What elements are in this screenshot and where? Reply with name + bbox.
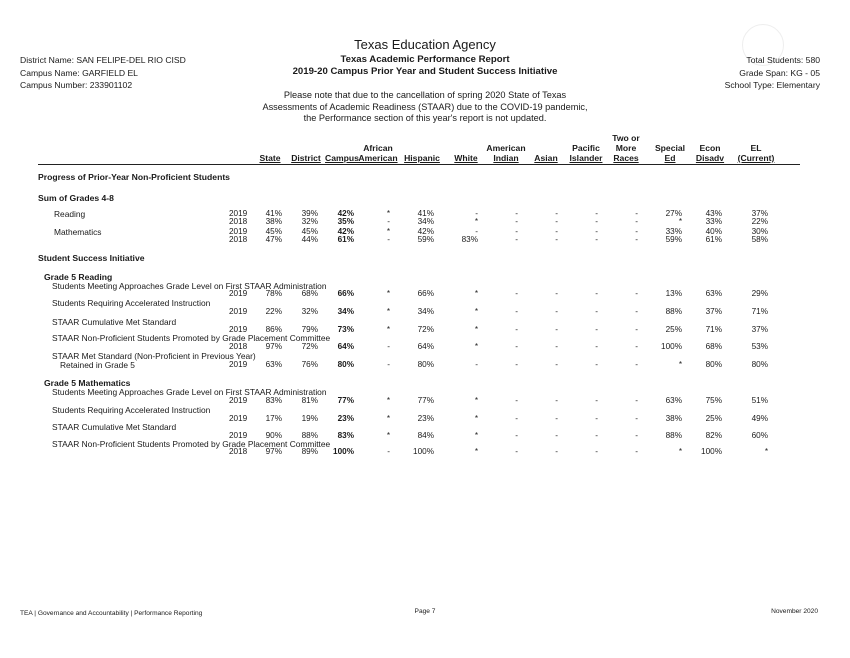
table-cell: 68% <box>705 342 722 351</box>
table-cell: 80% <box>705 360 722 369</box>
label-promoted-reading: STAAR Non-Proficient Students Promoted by Grade Placement Committee <box>52 333 331 343</box>
row-year: 2018 <box>229 217 248 226</box>
table-cell: - <box>555 235 558 244</box>
table-cell: * <box>474 217 478 226</box>
table-cell: - <box>635 342 638 351</box>
label-mathematics: Mathematics <box>54 227 102 237</box>
table-cell: 22% <box>265 307 282 316</box>
table-cell: - <box>387 360 390 369</box>
table-cell: 33% <box>665 227 682 236</box>
table-cell: - <box>475 227 478 236</box>
column-header: African American <box>358 143 398 163</box>
table-cell: 19% <box>301 414 318 423</box>
school-type: School Type: Elementary <box>724 80 820 90</box>
table-cell: 35% <box>337 217 354 226</box>
row-year: 2019 <box>229 227 248 236</box>
table-cell: 51% <box>751 396 768 405</box>
table-cell: 77% <box>337 396 354 405</box>
row-year: 2018 <box>229 447 248 456</box>
table-cell: - <box>515 431 518 440</box>
table-cell: - <box>515 325 518 334</box>
column-header: Econ Disadv <box>695 143 725 163</box>
row-year: 2019 <box>229 325 248 334</box>
table-cell: - <box>555 342 558 351</box>
table-cell: 37% <box>751 209 768 218</box>
table-cell: 13% <box>665 289 682 298</box>
table-cell: - <box>475 209 478 218</box>
table-cell: 88% <box>301 431 318 440</box>
table-cell: 84% <box>417 431 434 440</box>
table-cell: - <box>635 447 638 456</box>
table-cell: 34% <box>417 217 434 226</box>
table-cell: - <box>555 396 558 405</box>
table-cell: 22% <box>751 217 768 226</box>
table-cell: - <box>595 447 598 456</box>
table-cell: 45% <box>265 227 282 236</box>
report-subtitle: 2019-20 Campus Prior Year and Student Success Initiative <box>292 66 558 77</box>
table-cell: * <box>386 227 390 236</box>
table-cell: - <box>515 217 518 226</box>
campus-name: Campus Name: GARFIELD EL <box>20 67 138 78</box>
table-cell: - <box>635 396 638 405</box>
table-cell: 23% <box>417 414 434 423</box>
table-cell: 90% <box>265 431 282 440</box>
table-cell: - <box>595 360 598 369</box>
table-cell: 89% <box>301 447 318 456</box>
label-retained-grade5: Retained in Grade 5 <box>60 360 135 370</box>
table-cell: 41% <box>417 209 434 218</box>
table-cell: 37% <box>705 307 722 316</box>
table-cell: - <box>515 307 518 316</box>
page-number: Page 7 <box>414 608 436 615</box>
table-cell: - <box>555 217 558 226</box>
column-header: Asian <box>534 153 558 163</box>
table-cell: 97% <box>265 342 282 351</box>
table-cell: - <box>595 414 598 423</box>
table-cell: - <box>595 217 598 226</box>
table-cell: * <box>386 431 390 440</box>
table-cell: - <box>635 307 638 316</box>
table-cell: 41% <box>265 209 282 218</box>
table-cell: 80% <box>751 360 768 369</box>
table-cell: - <box>635 209 638 218</box>
table-cell: 61% <box>337 235 354 244</box>
school-info <box>725 54 820 92</box>
column-header: American Indian <box>486 143 526 163</box>
label-met-nonproficient: STAAR Met Standard (Non-Proficient in Previous Year) <box>52 351 256 361</box>
table-cell: 63% <box>265 360 282 369</box>
table-cell: - <box>387 217 390 226</box>
column-header: Hispanic <box>404 153 440 163</box>
table-cell: - <box>515 414 518 423</box>
table-cell: * <box>474 447 478 456</box>
table-cell: 37% <box>751 325 768 334</box>
header-rule <box>38 164 800 165</box>
table-cell: - <box>515 342 518 351</box>
table-cell: 83% <box>337 431 354 440</box>
table-cell: 44% <box>301 235 318 244</box>
column-header: EL (Current) <box>737 143 775 163</box>
table-cell: 77% <box>417 396 434 405</box>
table-cell: 83% <box>461 235 478 244</box>
row-year: 2019 <box>229 414 248 423</box>
table-cell: - <box>555 227 558 236</box>
table-cell: 17% <box>265 414 282 423</box>
row-year: 2018 <box>229 342 248 351</box>
table-cell: - <box>555 307 558 316</box>
table-cell: 63% <box>705 289 722 298</box>
table-cell: - <box>515 289 518 298</box>
report-title: Texas Academic Performance Report <box>340 54 510 65</box>
table-cell: 47% <box>265 235 282 244</box>
table-cell: 34% <box>337 307 354 316</box>
table-cell: * <box>386 307 390 316</box>
column-header: District <box>291 153 321 163</box>
row-year: 2019 <box>229 431 248 440</box>
table-cell: - <box>387 342 390 351</box>
table-cell: * <box>764 447 768 456</box>
table-cell: - <box>595 431 598 440</box>
table-cell: - <box>595 307 598 316</box>
table-cell: - <box>555 289 558 298</box>
table-cell: - <box>515 447 518 456</box>
table-cell: 38% <box>265 217 282 226</box>
table-cell: * <box>474 414 478 423</box>
table-cell: 27% <box>665 209 682 218</box>
table-cell: 53% <box>751 342 768 351</box>
footer-org: TEA | Governance and Accountability | Performance Reporting <box>20 610 203 617</box>
table-cell: 82% <box>705 431 722 440</box>
table-cell: - <box>515 227 518 236</box>
table-cell: 100% <box>701 447 722 456</box>
section-ssi: Student Success Initiative <box>38 253 145 263</box>
table-cell: - <box>555 360 558 369</box>
section-grade5-reading: Grade 5 Reading <box>44 272 113 282</box>
table-cell: * <box>386 325 390 334</box>
table-cell: 81% <box>301 396 318 405</box>
table-cell: * <box>474 342 478 351</box>
table-cell: 88% <box>665 307 682 316</box>
table-cell: 72% <box>301 342 318 351</box>
campus-info <box>20 54 186 92</box>
table-cell: 97% <box>265 447 282 456</box>
table-cell: 80% <box>417 360 434 369</box>
section-grade5-math: Grade 5 Mathematics <box>44 378 131 388</box>
column-header: Campus <box>325 153 359 163</box>
table-cell: 39% <box>301 209 318 218</box>
table-cell: 58% <box>751 235 768 244</box>
table-cell: - <box>595 227 598 236</box>
table-cell: - <box>555 209 558 218</box>
table-cell: 43% <box>705 209 722 218</box>
campus-number: Campus Number: 233901102 <box>20 80 133 90</box>
table-cell: * <box>474 396 478 405</box>
label-approaches-first-math: Students Meeting Approaches Grade Level on First STAAR Administration <box>52 387 327 397</box>
agency-name: Texas Education Agency <box>354 37 496 52</box>
table-cell: - <box>635 325 638 334</box>
table-cell: * <box>386 209 390 218</box>
table-cell: 71% <box>751 307 768 316</box>
row-year: 2019 <box>229 360 248 369</box>
table-cell: - <box>635 217 638 226</box>
table-cell: 33% <box>705 217 722 226</box>
table-cell: * <box>678 217 682 226</box>
table-cell: - <box>555 431 558 440</box>
table-cell: 83% <box>265 396 282 405</box>
table-cell: 25% <box>705 414 722 423</box>
table-cell: - <box>515 396 518 405</box>
table-cell: 42% <box>337 227 354 236</box>
row-year: 2019 <box>229 307 248 316</box>
table-cell: 66% <box>337 289 354 298</box>
table-cell: 75% <box>705 396 722 405</box>
table-cell: 60% <box>751 431 768 440</box>
table-cell: - <box>515 235 518 244</box>
table-cell: 64% <box>337 342 354 351</box>
table-cell: 80% <box>337 360 354 369</box>
table-cell: 63% <box>665 396 682 405</box>
column-header: Pacific Islander <box>569 143 603 163</box>
table-cell: 42% <box>417 227 434 236</box>
section-sum-grades: Sum of Grades 4-8 <box>38 193 114 203</box>
table-cell: - <box>635 227 638 236</box>
row-year: 2018 <box>229 235 248 244</box>
total-students: Total Students: 580 <box>746 55 820 65</box>
table-cell: 23% <box>337 414 354 423</box>
table-cell: * <box>474 289 478 298</box>
table-cell: * <box>386 289 390 298</box>
table-cell: 64% <box>417 342 434 351</box>
table-cell: - <box>475 360 478 369</box>
table-cell: 25% <box>665 325 682 334</box>
table-cell: - <box>595 209 598 218</box>
label-promoted-math: STAAR Non-Proficient Students Promoted by Grade Placement Committee <box>52 439 331 449</box>
table-cell: 40% <box>705 227 722 236</box>
table-cell: * <box>474 307 478 316</box>
table-cell: * <box>386 414 390 423</box>
table-cell: 79% <box>301 325 318 334</box>
table-cell: - <box>555 414 558 423</box>
column-header: White <box>454 153 478 163</box>
table-cell: - <box>515 209 518 218</box>
label-accelerated-reading: Students Requiring Accelerated Instruction <box>52 298 211 308</box>
label-approaches-first-reading: Students Meeting Approaches Grade Level on First STAAR Administration <box>52 281 327 291</box>
table-cell: 100% <box>661 342 682 351</box>
column-header: State <box>259 153 281 163</box>
table-cell: 78% <box>265 289 282 298</box>
table-cell: 30% <box>751 227 768 236</box>
table-cell: 61% <box>705 235 722 244</box>
table-cell: - <box>595 235 598 244</box>
grade-span: Grade Span: KG - 05 <box>739 67 820 78</box>
table-cell: - <box>555 325 558 334</box>
table-cell: 72% <box>417 325 434 334</box>
row-year: 2019 <box>229 396 248 405</box>
section-prior-year: Progress of Prior-Year Non-Proficient Students <box>38 172 230 182</box>
table-cell: 59% <box>417 235 434 244</box>
table-cell: 66% <box>417 289 434 298</box>
table-cell: 100% <box>413 447 434 456</box>
table-cell: - <box>595 289 598 298</box>
table-cell: - <box>635 289 638 298</box>
row-year: 2019 <box>229 289 248 298</box>
table-cell: 88% <box>665 431 682 440</box>
table-cell: 34% <box>417 307 434 316</box>
table-cell: 38% <box>665 414 682 423</box>
table-cell: 68% <box>301 289 318 298</box>
table-cell: - <box>555 447 558 456</box>
table-cell: * <box>678 447 682 456</box>
table-cell: * <box>678 360 682 369</box>
table-cell: 32% <box>301 307 318 316</box>
column-header: Two or More Races <box>612 133 640 163</box>
table-cell: 76% <box>301 360 318 369</box>
table-cell: 45% <box>301 227 318 236</box>
table-cell: - <box>635 431 638 440</box>
row-year: 2019 <box>229 209 248 218</box>
table-cell: 100% <box>333 447 354 456</box>
table-cell: - <box>515 360 518 369</box>
label-accelerated-math: Students Requiring Accelerated Instruction <box>52 405 211 415</box>
table-cell: - <box>635 360 638 369</box>
table-cell: - <box>387 447 390 456</box>
label-reading: Reading <box>54 209 86 219</box>
table-cell: - <box>595 396 598 405</box>
label-cumulative-math: STAAR Cumulative Met Standard <box>52 422 177 432</box>
district-name: District Name: SAN FELIPE-DEL RIO CISD <box>20 55 186 65</box>
table-cell: 42% <box>337 209 354 218</box>
table-cell: - <box>595 325 598 334</box>
table-cell: 73% <box>337 325 354 334</box>
table-cell: 71% <box>705 325 722 334</box>
table-cell: 59% <box>665 235 682 244</box>
table-cell: * <box>474 431 478 440</box>
table-cell: 32% <box>301 217 318 226</box>
column-header: Special Ed <box>654 143 686 163</box>
table-cell: - <box>387 235 390 244</box>
table-cell: 29% <box>751 289 768 298</box>
table-cell: * <box>386 396 390 405</box>
table-cell: - <box>595 342 598 351</box>
report-date: November 2020 <box>771 608 818 615</box>
label-cumulative-reading: STAAR Cumulative Met Standard <box>52 317 177 327</box>
table-cell: * <box>474 325 478 334</box>
table-cell: 49% <box>751 414 768 423</box>
covid-note: Please note that due to the cancellation of spring 2020 State of Texas Assessments of Academic Readiness (STAAR) due to the COVID-19 pandemic, the Performance section of this year's report is not updated. <box>262 90 588 123</box>
table-cell: - <box>635 235 638 244</box>
table-cell: - <box>635 414 638 423</box>
table-cell: 86% <box>265 325 282 334</box>
